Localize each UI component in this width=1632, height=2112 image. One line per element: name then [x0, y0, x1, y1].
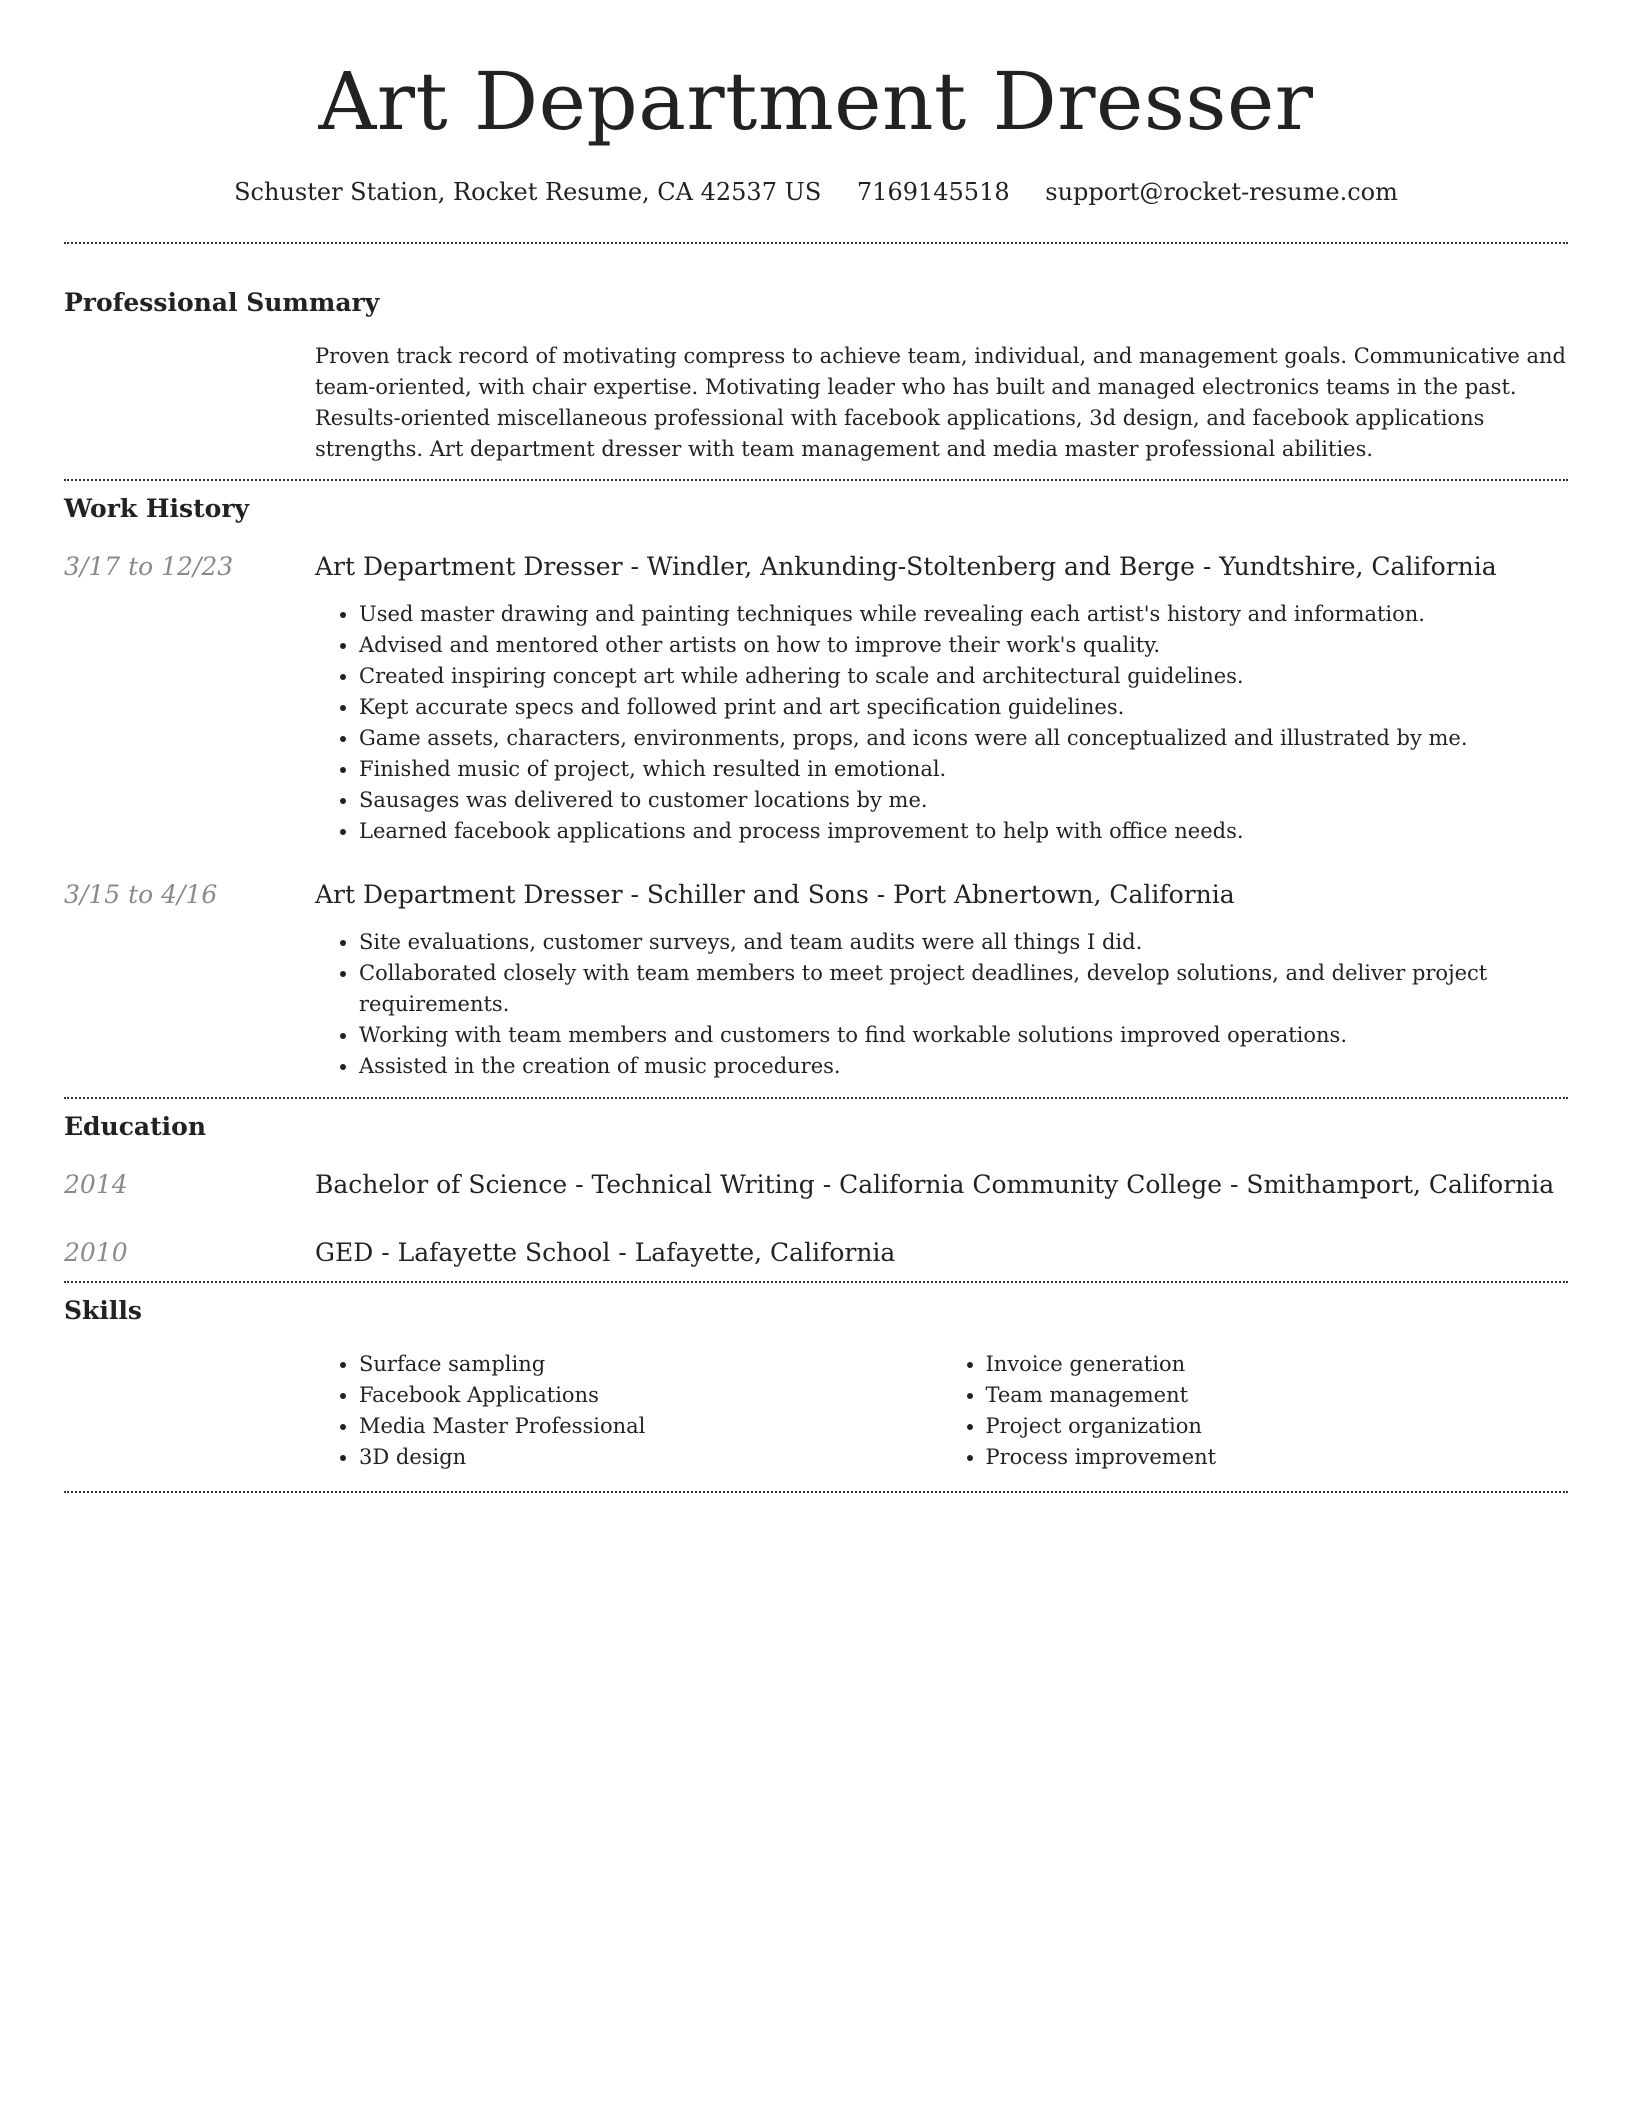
education-year: 2010	[64, 1238, 128, 1267]
skill-item: • Surface sampling	[359, 1349, 942, 1380]
work-heading: Work History	[64, 494, 250, 523]
skills-section	[64, 1283, 1568, 1491]
skill-item: • Invoice generation	[986, 1349, 1569, 1380]
job-bullet: • Collaborated closely with team members to meet project deadlines, develop solutions, and deliver project requirements.	[359, 958, 1568, 1020]
skills-list-left	[315, 1349, 942, 1473]
summary-text: Proven track record of motivating compress to achieve team, individual, and management goals. Communicative and team-oriented, with chair expertise. Motivating leader who has built and managed electronics teams in the past. Results-oriented miscellaneous professional with facebook applications, 3d design, and facebook applications strengths. Art department dresser with team management and media master professional abilities.	[315, 344, 1566, 461]
job-dates: 3/15 to 4/16	[64, 880, 218, 909]
summary-heading: Professional Summary	[64, 288, 380, 317]
education-section	[64, 1099, 1568, 1281]
job-entry	[64, 879, 1568, 1082]
job-bullet: • Site evaluations, customer surveys, and team audits were all things I did.	[359, 927, 1568, 958]
skill-item: • Team management	[986, 1380, 1569, 1411]
job-bullet: • Advised and mentored other artists on how to improve their work's quality.	[359, 630, 1568, 661]
job-bullet: • Game assets, characters, environments, props, and icons were all conceptualized and illustrated by me.	[359, 723, 1568, 754]
job-bullet: • Created inspiring concept art while adhering to scale and architectural guidelines.	[359, 661, 1568, 692]
education-entry	[64, 1169, 1568, 1201]
summary-body	[315, 341, 1568, 465]
job-title: Art Department Dresser - Windler, Ankunding-Stoltenberg and Berge - Yundtshire, California	[315, 552, 1497, 581]
job-details	[315, 551, 1568, 847]
job-dates: 3/17 to 12/23	[64, 552, 234, 581]
education-year: 2014	[64, 1170, 128, 1199]
skill-item: • Facebook Applications	[359, 1380, 942, 1411]
work-section	[64, 481, 1568, 1097]
job-bullets	[315, 599, 1568, 847]
job-bullet: • Sausages was delivered to customer locations by me.	[359, 785, 1568, 816]
contact-address: Schuster Station, Rocket Resume, CA 42537 US	[234, 178, 822, 206]
job-title: Art Department Dresser - Schiller and Sons - Port Abnertown, California	[315, 880, 1235, 909]
job-bullet: • Learned facebook applications and process improvement to help with office needs.	[359, 816, 1568, 847]
education-entry	[64, 1237, 1568, 1269]
job-bullet: • Working with team members and customers to find workable solutions improved operations.	[359, 1020, 1568, 1051]
resume-name: Art Department Dresser	[318, 55, 1314, 148]
divider	[64, 1491, 1568, 1493]
skill-item: • 3D design	[359, 1442, 942, 1473]
skills-row	[64, 1349, 1568, 1473]
job-bullet: • Used master drawing and painting techniques while revealing each artist's history and information.	[359, 599, 1568, 630]
job-entry	[64, 551, 1568, 847]
summary-section	[64, 244, 1568, 479]
job-bullet: • Kept accurate specs and followed print and art specification guidelines.	[359, 692, 1568, 723]
contact-email: support@rocket-resume.com	[1045, 178, 1398, 206]
skill-item: • Media Master Professional	[359, 1411, 942, 1442]
contact-phone: 7169145518	[856, 178, 1010, 206]
skills-heading: Skills	[64, 1296, 142, 1325]
education-heading: Education	[64, 1112, 207, 1141]
summary-row	[64, 341, 1568, 465]
job-bullet: • Assisted in the creation of music procedures.	[359, 1051, 1568, 1082]
education-details: GED - Lafayette School - Lafayette, California	[315, 1238, 896, 1267]
job-details	[315, 879, 1568, 1082]
skill-item: • Process improvement	[986, 1442, 1569, 1473]
skills-list-right	[942, 1349, 1569, 1473]
job-bullet: • Finished music of project, which resulted in emotional.	[359, 754, 1568, 785]
job-bullets	[315, 927, 1568, 1082]
contact-line	[64, 176, 1568, 208]
education-details: Bachelor of Science - Technical Writing - California Community College - Smithamport, California	[315, 1170, 1555, 1199]
skills-grid	[315, 1349, 1568, 1473]
skill-item: • Project organization	[986, 1411, 1569, 1442]
